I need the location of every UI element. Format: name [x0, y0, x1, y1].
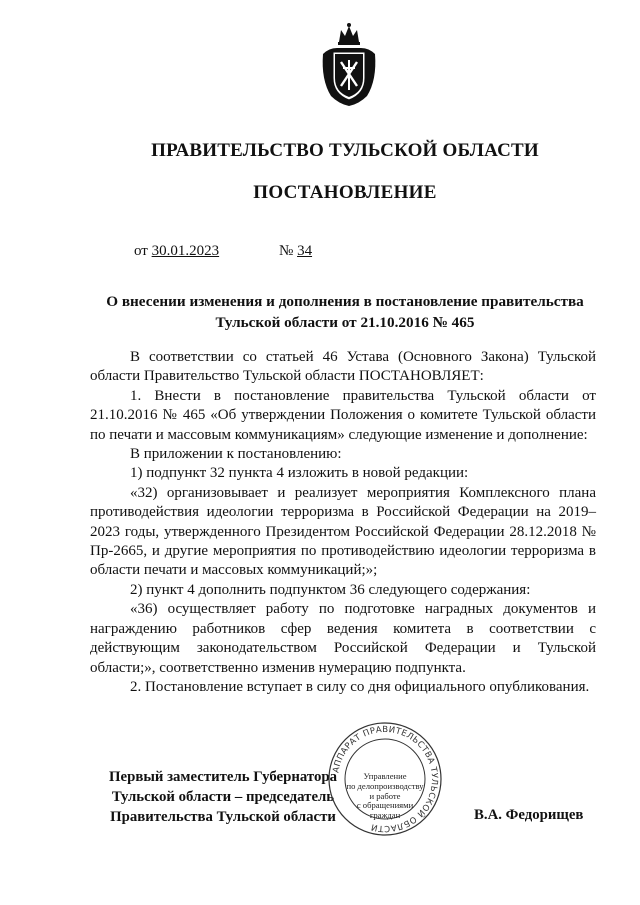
body-paragraph: 1) подпункт 32 пункта 4 изложить в новой редакции:: [130, 465, 469, 482]
stamp-line: Управление: [363, 771, 407, 781]
body-paragraph: В соответствии со статьей 46 Устава (Основного Закона) Тульской области Правительство Тульской области ПОСТАНОВЛЯЕТ:: [90, 349, 596, 385]
stamp-line: и работе: [369, 790, 401, 801]
position-line: Тульской области – председатель: [111, 789, 335, 805]
position-line: Первый заместитель Губернатора: [109, 769, 337, 785]
stamp-line: по делопроизводству: [346, 780, 424, 791]
tula-coat-of-arms-icon: [317, 20, 381, 108]
government-title: ПРАВИТЕЛЬСТВО ТУЛЬСКОЙ ОБЛАСТИ: [151, 140, 539, 161]
body-paragraph: 1. Внести в постановление правительства Тульской области от 21.10.2016 № 465 «Об утверждении Положения о комитете Тульской области по печати и массовым коммуникациям» следующие изменение и дополнение:: [90, 387, 596, 443]
body-paragraph: В приложении к постановлению:: [130, 446, 342, 463]
document-date: [134, 243, 219, 260]
subject-line: Тульской области от 21.10.2016 № 465: [215, 314, 475, 331]
body-paragraph: 2) пункт 4 дополнить подпунктом 36 следующего содержания:: [130, 581, 531, 598]
document-type: ПОСТАНОВЛЕНИЕ: [253, 182, 437, 203]
date-value: 30.01.2023: [151, 243, 220, 259]
number-value: 34: [297, 243, 313, 259]
number-prefix: №: [279, 243, 298, 259]
document-number: [279, 243, 312, 260]
position-line: Правительства Тульской области: [110, 809, 336, 825]
stamp-ring-text: АППАРАТ ПРАВИТЕЛЬСТВА ТУЛЬСКОЙ ОБЛАСТИ: [331, 724, 440, 834]
signatory-position: [98, 767, 348, 827]
document-body: [90, 348, 596, 697]
body-paragraph: 2. Постановление вступает в силу со дня официального опубликования.: [130, 678, 590, 695]
body-paragraph: «32) организовывает и реализует мероприятия Комплексного плана противодействия идеологии терроризма в Российской Федерации на 2019–2023 годы, утвержденного Президентом Российской Федерации 28.12.2018 № Пр-2665, и другие мероприятия по противодействию идеологии терроризма в области печати и массовых коммуникаций;»;: [90, 484, 596, 579]
body-paragraph: «36) осуществляет работу по подготовке наградных документов и награждению работников сфер ведения комитета в соответствии с действующим законодательством Российской Федерации и Тульской области;», соответственно изменив нумерацию подпункта.: [90, 601, 596, 676]
stamp-center-text: [340, 772, 430, 821]
subject-line: О внесении изменения и дополнения в постановление правительства: [106, 293, 584, 310]
stamp-line: граждан: [369, 810, 401, 821]
document-subject: [90, 291, 600, 333]
stamp-line: с обращениями: [356, 800, 414, 811]
signatory-name: В.А. Федорищев: [474, 807, 584, 823]
date-prefix: от: [134, 243, 152, 259]
